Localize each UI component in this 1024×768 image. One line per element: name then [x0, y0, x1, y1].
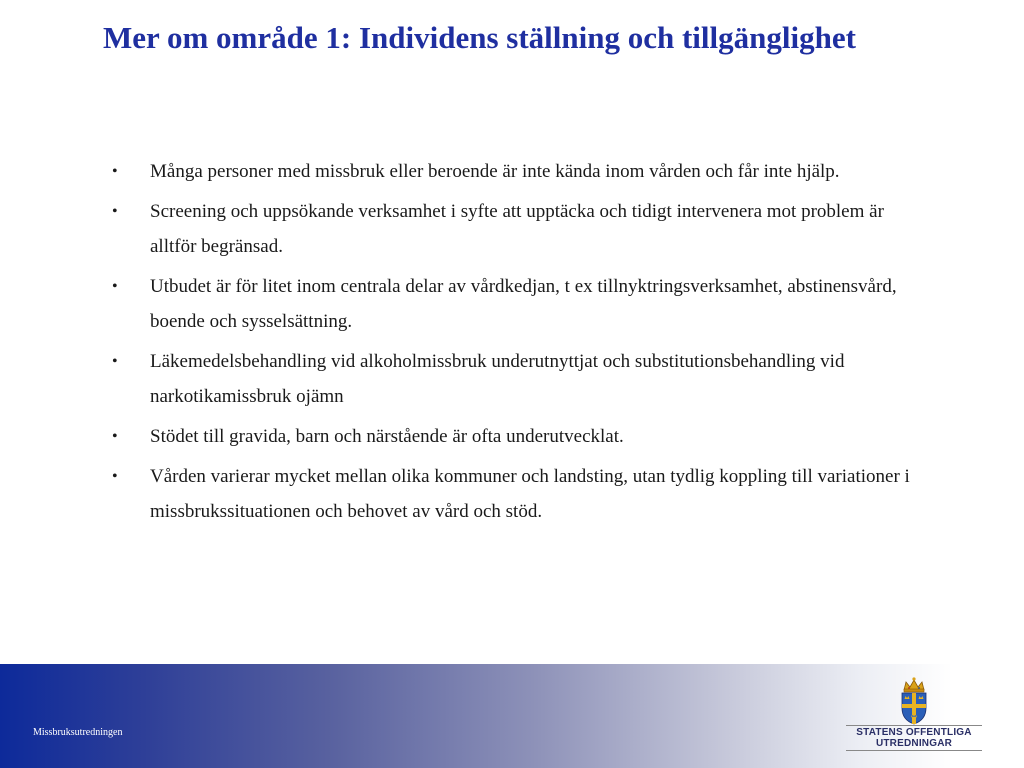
sou-logo [846, 676, 982, 756]
bullet-text: Stödet till gravida, barn och närstående är ofta underutvecklat. [150, 426, 624, 447]
bullet-text: Screening och uppsökande verksamhet i syfte att upptäcka och tidigt intervenera mot problem är alltför begränsad. [150, 201, 884, 257]
bullet-item [112, 154, 927, 189]
bullet-icon: • [112, 353, 118, 370]
sou-logo-text [846, 725, 982, 751]
bullet-icon: • [112, 428, 118, 445]
swedish-crown-crest-icon [894, 676, 934, 726]
bullet-icon: • [112, 163, 118, 180]
bullet-icon: • [112, 278, 118, 295]
bullet-icon: • [112, 203, 118, 220]
bullet-item [112, 269, 927, 339]
bullet-item [112, 194, 927, 264]
bullet-item [112, 419, 927, 454]
logo-line-2: UTREDNINGAR [875, 738, 953, 749]
bullet-list [112, 154, 927, 534]
footer-label: Missbruksutredningen [33, 727, 123, 738]
bullet-text: Läkemedelsbehandling vid alkoholmissbruk underutnyttjat och substitutionsbehandling vid narkotikamissbruk ojämn [150, 351, 845, 407]
bullet-text: Många personer med missbruk eller beroende är inte kända inom vården och får inte hjälp. [150, 161, 840, 182]
slide-title: Mer om område 1: Individens ställning och tillgänglighet [103, 20, 856, 55]
bullet-text: Utbudet är för litet inom centrala delar av vårdkedjan, t ex tillnyktringsverksamhet, abstinensvård, boende och sysselsättning. [150, 276, 897, 332]
bullet-text: Vården varierar mycket mellan olika kommuner och landsting, utan tydlig koppling till variationer i missbrukssituationen och behovet av vård och stöd. [150, 466, 910, 522]
logo-line-1: STATENS OFFENTLIGA [856, 727, 972, 738]
bullet-item [112, 459, 927, 529]
bullet-item [112, 344, 927, 414]
bullet-icon: • [112, 468, 118, 485]
